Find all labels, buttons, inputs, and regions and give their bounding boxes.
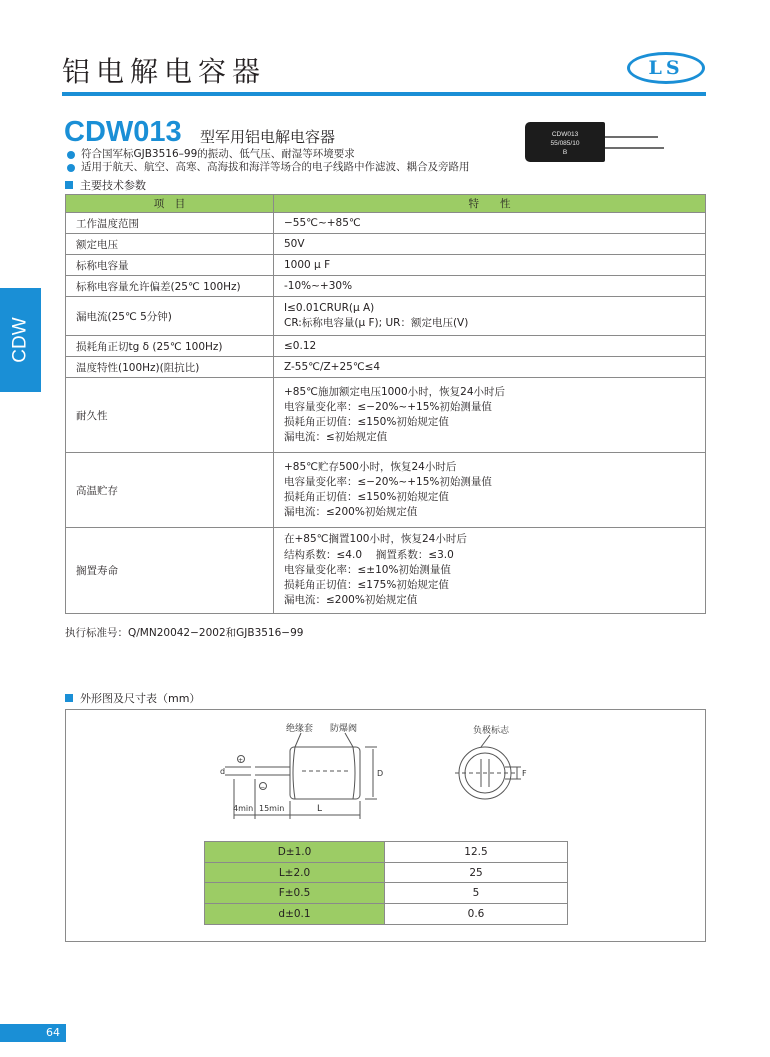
section-heading-specs — [65, 177, 146, 193]
L-label: L — [317, 804, 323, 814]
vent-label: 防爆阀 — [330, 724, 358, 734]
minus-label: − — [260, 784, 266, 791]
table-row — [205, 904, 568, 925]
spec-value — [274, 297, 706, 336]
spec-value-line: +85℃贮存500小时，恢复24小时后 — [284, 460, 457, 473]
table-row — [66, 297, 706, 336]
table-header-row — [66, 195, 706, 213]
table-row — [66, 378, 706, 453]
spec-value-line: I≤0.01CRUR(μ A) — [284, 301, 375, 314]
square-bullet-icon — [65, 181, 73, 189]
table-row — [205, 883, 568, 904]
spec-value — [274, 378, 706, 453]
column-header: 项 目 — [66, 195, 274, 213]
spec-value-line: CR:标称电容量(μ F); UR：额定电压(V) — [284, 317, 469, 329]
spec-value-line: 漏电流：≤初始规定值 — [284, 431, 388, 444]
spec-item: 标称电容量允许偏差(25℃ 100Hz) — [66, 276, 274, 297]
dim-key: d±0.1 — [205, 904, 385, 925]
column-header: 特 性 — [274, 195, 706, 213]
dim-value: 5 — [385, 883, 568, 904]
capacitor-image — [525, 122, 605, 162]
spec-item: 高温贮存 — [66, 453, 274, 528]
spec-value: Z-55℃/Z+25℃≤4 — [274, 357, 706, 378]
lead-length-label: 15min — [259, 804, 285, 813]
table-row — [66, 453, 706, 528]
feature-item: 符合国军标GJB3516–99的振动、低气压、耐湿等环境要求 — [67, 148, 470, 161]
table-row — [205, 842, 568, 863]
dim-key: D±1.0 — [205, 842, 385, 863]
dim-key: L±2.0 — [205, 862, 385, 883]
spec-value-line: 在+85℃搁置100小时，恢复24小时后 — [284, 533, 467, 546]
sleeve-label: 绝缘套 — [286, 724, 314, 734]
d-label: d — [220, 767, 226, 776]
dimension-table — [204, 841, 568, 925]
section-heading-text: 外形图及尺寸表（mm） — [80, 692, 201, 705]
spec-value-line: 漏电流：≤200%初始规定值 — [284, 594, 418, 607]
model-subtitle: 型军用铝电解电容器 — [200, 128, 336, 146]
spec-item: 工作温度范围 — [66, 213, 274, 234]
side-tab-label: CDW — [9, 317, 31, 363]
leader-line — [295, 733, 301, 747]
cap-marking: B — [562, 149, 568, 156]
table-row — [66, 336, 706, 357]
spec-value-line: 损耗角正切值：≤175%初始规定值 — [284, 579, 449, 592]
spec-value-line: 损耗角正切值：≤150%初始规定值 — [284, 491, 449, 503]
capacitor-lead — [604, 136, 658, 138]
neg-mark-label: 负极标志 — [473, 726, 510, 736]
page-number: 64 — [0, 1024, 66, 1042]
outline-drawing — [65, 709, 706, 839]
capacitor-body-outline — [290, 747, 360, 799]
dim-value: 12.5 — [385, 842, 568, 863]
capacitor-lead — [604, 147, 664, 149]
standard-number: 执行标准号：Q/MN20042−2002和GJB3516−99 — [65, 627, 304, 639]
brand-logo: LS — [627, 52, 705, 84]
leader-line — [345, 733, 353, 747]
spec-item: 标称电容量 — [66, 255, 274, 276]
lead-length-label: 4min — [233, 804, 254, 813]
spec-value-line: 电容量变化率：≤−20%~+15%初始测量值 — [284, 400, 492, 413]
spec-value-line: 损耗角正切值：≤150%初始规定值 — [284, 416, 449, 428]
dim-value: 0.6 — [385, 904, 568, 925]
spec-value: −55℃~+85℃ — [274, 213, 706, 234]
section-heading-text: 主要技术参数 — [80, 179, 146, 192]
spec-value: 50V — [274, 234, 706, 255]
spec-value — [274, 528, 706, 614]
table-row — [66, 234, 706, 255]
spec-value-line: +85℃施加额定电压1000小时，恢复24小时后 — [284, 385, 506, 398]
spec-item: 漏电流(25℃ 5分钟) — [66, 297, 274, 336]
table-row — [66, 276, 706, 297]
plus-label: + — [238, 757, 244, 764]
spec-table — [65, 194, 706, 614]
header-divider — [62, 92, 706, 96]
model-number: CDW013 — [64, 116, 182, 148]
table-row — [66, 255, 706, 276]
spec-value: -10%~+30% — [274, 276, 706, 297]
table-row — [66, 213, 706, 234]
F-label: F — [522, 769, 527, 778]
D-label: D — [377, 769, 384, 778]
spec-value — [274, 453, 706, 528]
spec-item: 耐久性 — [66, 378, 274, 453]
feature-item: 适用于航天、航空、高寒、高海拔和海洋等场合的电子线路中作滤波、耦合及旁路用 — [67, 161, 470, 174]
feature-list — [67, 148, 470, 174]
section-heading-dimensions — [65, 690, 200, 706]
spec-value-line: 漏电流：≤200%初始规定值 — [284, 506, 418, 519]
dim-key: F±0.5 — [205, 883, 385, 904]
table-row — [205, 862, 568, 883]
spec-value-line: 电容量变化率：≤−20%~+15%初始测量值 — [284, 475, 492, 488]
page-title: 铝电解电容器 — [62, 55, 267, 88]
vent-edge — [353, 747, 355, 799]
spec-value: 1000 μ F — [274, 255, 706, 276]
dim-value: 25 — [385, 862, 568, 883]
cap-marking: 55/085/10 — [550, 140, 580, 147]
leader-line — [481, 735, 490, 747]
spec-item: 温度特性(100Hz)(阻抗比) — [66, 357, 274, 378]
square-bullet-icon — [65, 694, 73, 702]
spec-item: 搁置寿命 — [66, 528, 274, 614]
cap-marking: CDW013 — [551, 131, 579, 138]
spec-value-line: 电容量变化率：≤±10%初始测量值 — [284, 563, 451, 576]
side-tab — [0, 288, 41, 392]
spec-item: 额定电压 — [66, 234, 274, 255]
spec-item: 损耗角正切tg δ (25℃ 100Hz) — [66, 336, 274, 357]
table-row — [66, 357, 706, 378]
spec-value: ≤0.12 — [274, 336, 706, 357]
sleeve-edge — [293, 747, 295, 799]
table-row — [66, 528, 706, 614]
spec-value-line: 结构系数：≤4.0 搁置系数：≤3.0 — [284, 548, 454, 561]
